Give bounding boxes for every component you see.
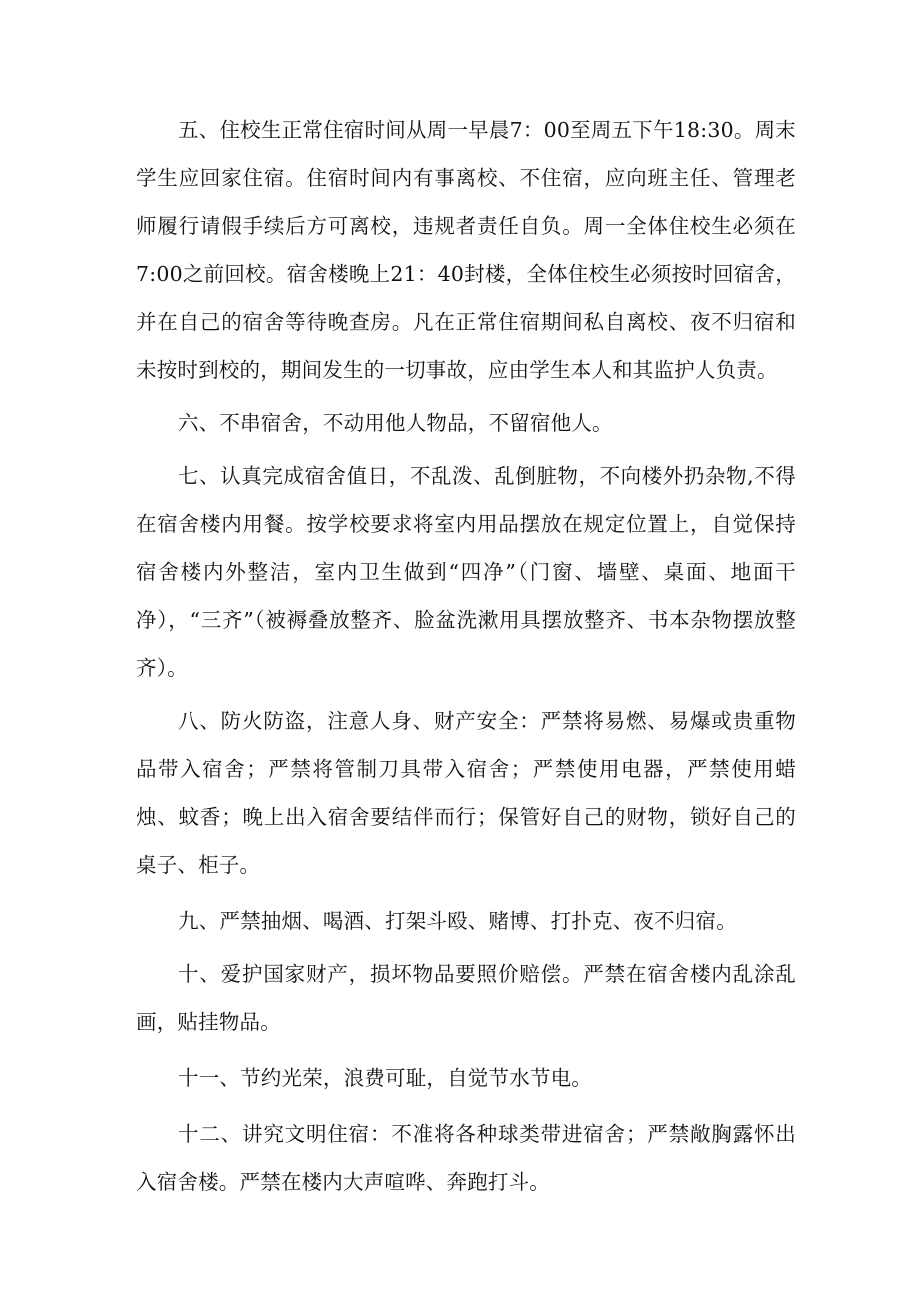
rule-paragraph-12: 十二、讲究文明住宿：不准将各种球类带进宿舍；严禁敞胸露怀出入宿舍楼。严禁在楼内大声喧哗、奔跑打斗。	[136, 1122, 796, 1194]
rule-paragraph-9: 九、严禁抽烟、喝酒、打架斗殴、赌博、打扑克、夜不归宿。	[178, 909, 737, 933]
rule-paragraph-7: 七、认真完成宿舍值日，不乱泼、乱倒脏物，不向楼外扔杂物,不得在宿舍楼内用餐。按学校要求将室内用品摆放在规定位置上，自觉保持宿舍楼内外整洁，室内卫生做到“四净”（门窗、墙壁、桌面、地面干净），“三齐”（被褥叠放整齐、脸盆洗漱用具摆放整齐、书本杂物摆放整齐）。	[136, 464, 796, 680]
rule-paragraph-8: 八、防火防盗，注意人身、财产安全：严禁将易燃、易爆或贵重物品带入宿舍；严禁将管制刀具带入宿舍；严禁使用电器，严禁使用蜡烛、蚊香；晚上出入宿舍要结伴而行；保管好自己的财物，锁好自己的桌子、柜子。	[136, 709, 796, 877]
rule-paragraph-10: 十、爱护国家财产，损坏物品要照价赔偿。严禁在宿舍楼内乱涂乱画，贴挂物品。	[136, 962, 796, 1034]
document-body	[136, 106, 796, 1206]
rule-paragraph-6: 六、不串宿舍，不动用他人物品，不留宿他人。	[178, 411, 613, 435]
rule-paragraph-11: 十一、节约光荣，浪费可耻，自觉节水节电。	[178, 1066, 592, 1090]
rule-paragraph-5: 五、住校生正常住宿时间从周一早晨7：00至周五下午18:30。周末学生应回家住宿。住宿时间内有事离校、不住宿，应向班主任、管理老师履行请假手续后方可离校，违规者责任自负。周一全体住校生必须在7:00之前回校。宿舍楼晚上21：40封楼，全体住校生必须按时回宿舍，并在自己的宿舍等待晚查房。凡在正常住宿期间私自离校、夜不归宿和未按时到校的，期间发生的一切事故，应由学生本人和其监护人负责。	[136, 118, 796, 382]
